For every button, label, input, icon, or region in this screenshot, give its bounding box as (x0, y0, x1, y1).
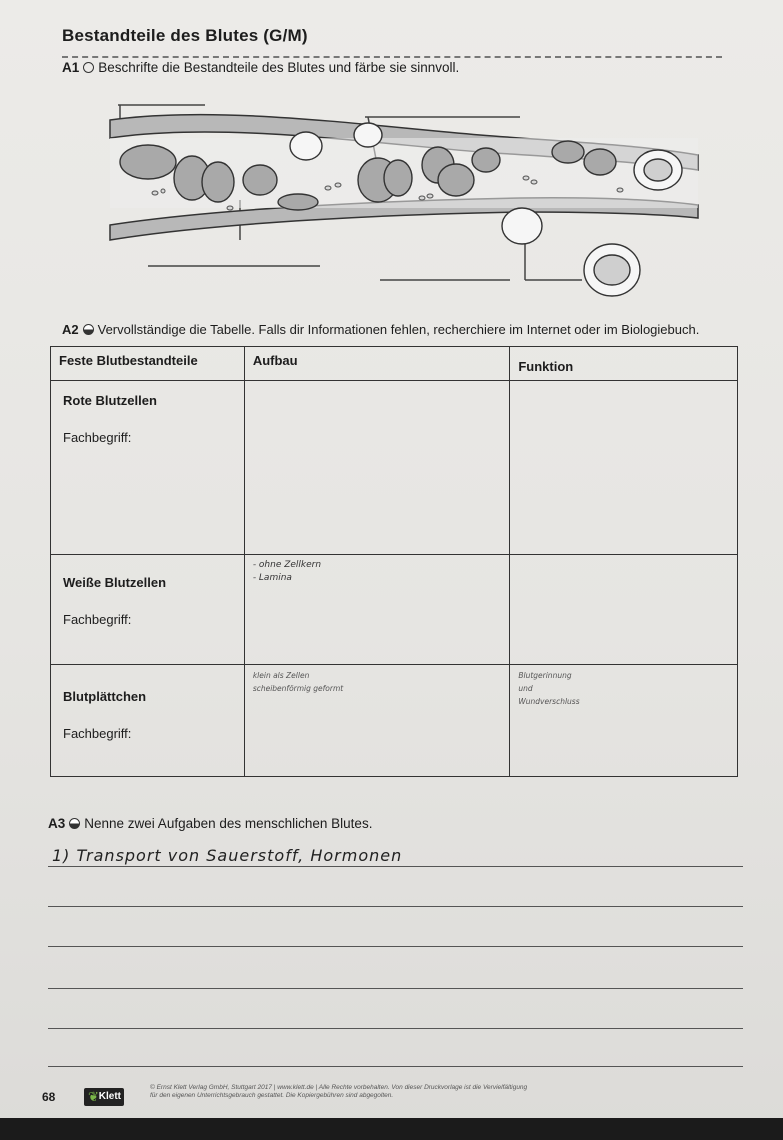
fachbegriff-label[interactable]: Fachbegriff: (63, 612, 132, 627)
funktion-text (510, 381, 737, 385)
task-a2-text: Vervollständige die Tabelle. Falls dir Informationen fehlen, recherchiere im Internet oder im Biologiebuch. (97, 322, 700, 337)
table-row (51, 381, 738, 555)
table-row (51, 555, 738, 665)
funktion-cell[interactable] (510, 665, 738, 777)
aufbau-text: - ohne Zellkern - Lamina (252, 560, 322, 583)
task-a1-label: A1 (62, 60, 80, 75)
aufbau-cell[interactable] (244, 381, 510, 555)
answer-line[interactable] (48, 906, 743, 907)
copyright-notice: © Ernst Klett Verlag GmbH, Stuttgart 2017 | www.klett.de | Alle Rechte vorbehalten. Von dieser Druckvorlage ist die Vervielfältigung für den eigenen Unterrichtsgebrauch gestattet. Die Kopiergebühren sind abgegolten. (150, 1084, 528, 1099)
table-header-row (51, 347, 738, 381)
header-cell: Aufbau (244, 347, 510, 381)
funktion-cell[interactable] (510, 381, 738, 555)
screen-bottom-edge (0, 1118, 783, 1140)
row-label: Blutplättchen (63, 689, 147, 704)
difficulty-half-circle-icon (83, 324, 94, 335)
funktion-cell[interactable] (510, 555, 738, 665)
blood-components-table (50, 346, 738, 777)
task-a2 (62, 322, 699, 337)
header-cell: Funktion (510, 347, 738, 381)
task-a3-label: A3 (48, 816, 66, 831)
answer-line[interactable] (48, 866, 743, 867)
fachbegriff-label[interactable]: Fachbegriff: (63, 430, 132, 445)
aufbau-text: klein als Zellen scheibenförmig geformt (252, 671, 344, 693)
aufbau-cell[interactable] (244, 555, 510, 665)
task-a1 (62, 60, 459, 75)
answer-line[interactable] (48, 1066, 743, 1067)
publisher-logo: Klett (84, 1088, 124, 1106)
klett-leaf-icon: ❦ (88, 1089, 99, 1104)
difficulty-circle-icon (83, 62, 94, 73)
handwritten-answer: 1) Transport von Sauerstoff, Hormonen (52, 846, 403, 865)
page-title: Bestandteile des Blutes (G/M) (62, 26, 308, 45)
title-divider (62, 56, 722, 58)
row-label: Weiße Blutzellen (63, 575, 167, 590)
fachbegriff-label[interactable]: Fachbegriff: (63, 726, 132, 741)
funktion-text (510, 555, 737, 559)
task-a3-text: Nenne zwei Aufgaben des menschlichen Blutes. (84, 816, 373, 831)
component-cell (51, 555, 245, 665)
page-number: 68 (42, 1090, 56, 1104)
header-cell: Feste Blutbestandteile (51, 347, 245, 381)
row-label: Rote Blutzellen (63, 393, 157, 408)
blood-vessel-diagram (100, 100, 720, 300)
answer-line[interactable] (48, 946, 743, 947)
component-cell (51, 381, 245, 555)
component-cell (51, 665, 245, 777)
task-a2-label: A2 (62, 322, 79, 337)
task-a3 (48, 816, 372, 831)
table-row (51, 665, 738, 777)
answer-line[interactable] (48, 1028, 743, 1029)
answer-line[interactable] (48, 988, 743, 989)
funktion-text: Blutgerinnung und Wundverschluss (518, 671, 580, 706)
task-a1-text: Beschrifte die Bestandteile des Blutes und färbe sie sinnvoll. (98, 60, 460, 75)
aufbau-cell[interactable] (244, 665, 510, 777)
difficulty-half-circle-icon (69, 818, 80, 829)
aufbau-text (245, 381, 510, 385)
